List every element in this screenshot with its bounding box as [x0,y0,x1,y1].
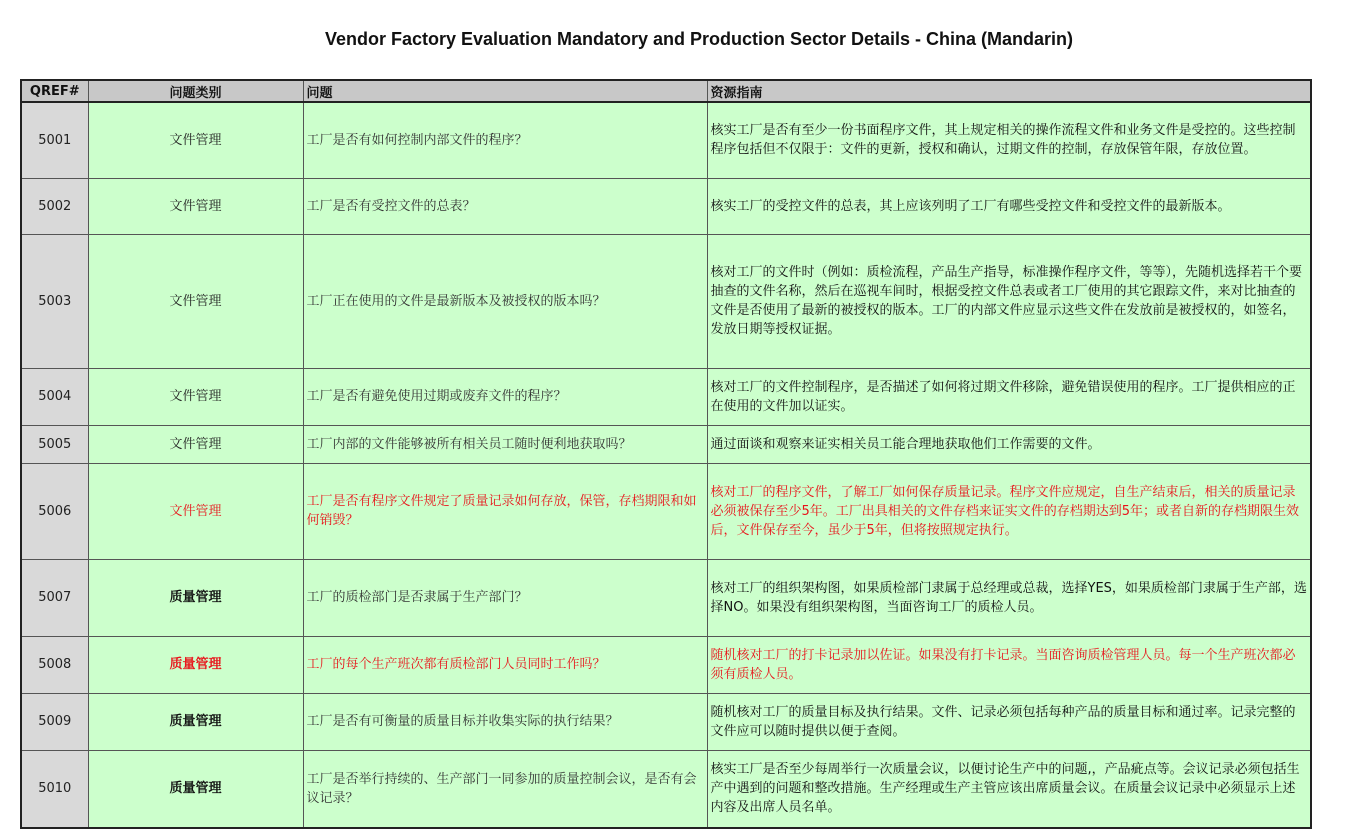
table-row [21,463,1311,559]
category-cell: 文件管理 [88,425,303,463]
table-row [21,368,1311,425]
category-cell: 文件管理 [88,234,303,368]
qref-cell: 5008 [21,636,88,693]
guide-cell: 随机核对工厂的打卡记录加以佐证。如果没有打卡记录。当面咨询质检管理人员。每一个生产班次都必须有质检人员。 [707,636,1311,693]
qref-cell: 5010 [21,750,88,828]
category-cell: 质量管理 [88,636,303,693]
table-row [21,178,1311,234]
category-cell: 质量管理 [88,750,303,828]
category-cell: 文件管理 [88,102,303,178]
guide-cell: 核实工厂是否有至少一份书面程序文件，其上规定相关的操作流程文件和业务文件是受控的。这些控制程序包括但不仅限于：文件的更新，授权和确认，过期文件的控制，存放保管年限，存放位置。 [707,102,1311,178]
question-cell: 工厂的每个生产班次都有质检部门人员同时工作吗？ [303,636,707,693]
table-row [21,234,1311,368]
question-cell: 工厂是否有如何控制内部文件的程序？ [303,102,707,178]
qref-cell: 5002 [21,178,88,234]
question-cell: 工厂是否有程序文件规定了质量记录如何存放，保管，存档期限和如何销毁？ [303,463,707,559]
category-cell: 质量管理 [88,559,303,636]
guide-cell: 核实工厂是否至少每周举行一次质量会议，以便讨论生产中的问题,，产品疵点等。会议记录必须包括生产中遇到的问题和整改措施。生产经理或生产主管应该出席质量会议。在质量会议记录中必须显示上述内容及出席人员名单。 [707,750,1311,828]
guide-cell: 随机核对工厂的质量目标及执行结果。文件、记录必须包括每种产品的质量目标和通过率。记录完整的文件应可以随时提供以便于查阅。 [707,693,1311,750]
qref-cell: 5004 [21,368,88,425]
table-row [21,425,1311,463]
table-row [21,102,1311,178]
header-guide: 资源指南 [707,80,1311,102]
evaluation-table [20,79,1312,829]
table-row [21,559,1311,636]
guide-cell: 核对工厂的文件时（例如：质检流程，产品生产指导，标准操作程序文件，等等），先随机选择若干个要抽查的文件名称，然后在巡视车间时，根据受控文件总表或者工厂使用的其它跟踪文件，来对比抽查的文件是否使用了最新的被授权的版本。工厂的内部文件应显示这些文件在发放前是被授权的，如签名，发放日期等授权证据。 [707,234,1311,368]
guide-cell: 核实工厂的受控文件的总表，其上应该列明了工厂有哪些受控文件和受控文件的最新版本。 [707,178,1311,234]
header-question: 问题 [303,80,707,102]
question-cell: 工厂内部的文件能够被所有相关员工随时便利地获取吗？ [303,425,707,463]
question-cell: 工厂的质检部门是否隶属于生产部门？ [303,559,707,636]
qref-cell: 5009 [21,693,88,750]
category-cell: 文件管理 [88,178,303,234]
category-cell: 文件管理 [88,463,303,559]
question-cell: 工厂正在使用的文件是最新版本及被授权的版本吗？ [303,234,707,368]
category-cell: 质量管理 [88,693,303,750]
question-cell: 工厂是否有受控文件的总表？ [303,178,707,234]
qref-cell: 5007 [21,559,88,636]
table-row [21,750,1311,828]
header-category: 问题类别 [88,80,303,102]
guide-cell: 核对工厂的文件控制程序，是否描述了如何将过期文件移除，避免错误使用的程序。工厂提供相应的正在使用的文件加以证实。 [707,368,1311,425]
guide-cell: 核对工厂的程序文件，了解工厂如何保存质量记录。程序文件应规定，自生产结束后，相关的质量记录必须被保存至少5年。工厂出具相关的文件存档来证实文件的存档期达到5年；或者自新的存档期限生效后，文件保存至今，虽少于5年，但将按照规定执行。 [707,463,1311,559]
qref-cell: 5006 [21,463,88,559]
guide-cell: 核对工厂的组织架构图，如果质检部门隶属于总经理或总裁，选择YES，如果质检部门隶属于生产部，选择NO。如果没有组织架构图，当面咨询工厂的质检人员。 [707,559,1311,636]
guide-cell: 通过面谈和观察来证实相关员工能合理地获取他们工作需要的文件。 [707,425,1311,463]
header-qref: QREF# [21,80,88,102]
question-cell: 工厂是否有可衡量的质量目标并收集实际的执行结果？ [303,693,707,750]
qref-cell: 5005 [21,425,88,463]
question-cell: 工厂是否有避免使用过期或废弃文件的程序？ [303,368,707,425]
qref-cell: 5003 [21,234,88,368]
category-cell: 文件管理 [88,368,303,425]
qref-cell: 5001 [21,102,88,178]
header-row [21,80,1311,102]
question-cell: 工厂是否举行持续的、生产部门一同参加的质量控制会议，是否有会议记录？ [303,750,707,828]
page-title: Vendor Factory Evaluation Mandatory and Production Sector Details - China (Mandarin) [324,29,1074,49]
table-row [21,636,1311,693]
table-row [21,693,1311,750]
